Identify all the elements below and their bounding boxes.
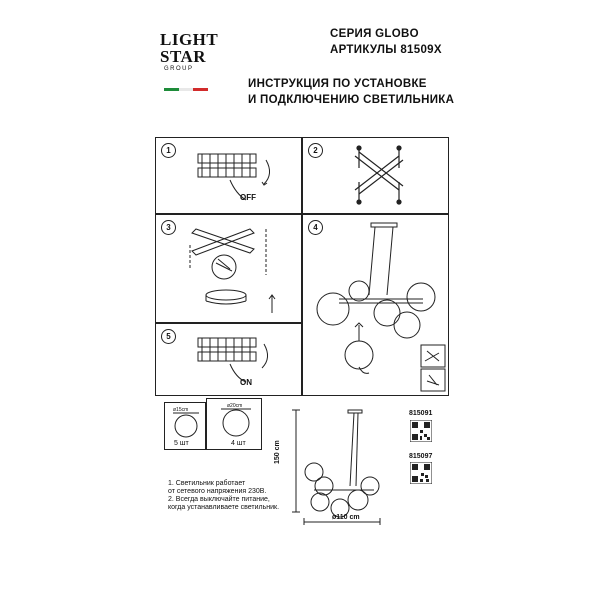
on-label: ON [240, 378, 252, 387]
note-line1: 1. Светильник работает [168, 480, 246, 487]
instruction-title-line1: ИНСТРУКЦИЯ ПО УСТАНОВКЕ [248, 78, 427, 90]
article-code-815097: 815097 [409, 453, 433, 460]
note-line2: от сетевого напряжения 230В. [168, 488, 267, 495]
step-number-1: 1 [161, 143, 176, 158]
articles-title: АРТИКУЛЫ 81509X [330, 44, 442, 56]
shade-box-small [164, 402, 206, 450]
step-number-3: 3 [161, 220, 176, 235]
series-title: СЕРИЯ GLOBO [330, 28, 419, 40]
qr-code-815091 [410, 420, 432, 442]
step-panel-1 [155, 137, 302, 214]
logo-line1: LIGHT [160, 30, 219, 49]
ceiling-install-illustration [156, 215, 303, 324]
note-line3: 2. Всегда выключайте питание, [168, 496, 270, 503]
step-panel-4 [302, 214, 449, 396]
shade-small-count: 5 шт [174, 440, 189, 447]
step-number-5: 5 [161, 329, 176, 344]
height-dimension-label: 150 cm [274, 440, 281, 464]
note-line4: когда устанавливаете светильник. [168, 504, 280, 511]
shade-small-diameter: ø15cm [173, 407, 189, 413]
lightstar-logo [160, 30, 219, 72]
terminal-block-on-illustration [156, 324, 303, 397]
shade-large-diameter: ø20cm [227, 403, 243, 409]
step-panel-5 [155, 323, 302, 396]
logo-line3: GROUP [164, 66, 194, 72]
step-number-4: 4 [308, 220, 323, 235]
qr-code-815097 [410, 462, 432, 484]
step-panel-3 [155, 214, 302, 323]
mounting-bracket-illustration [303, 138, 450, 215]
terminal-block-off-illustration [156, 138, 303, 215]
instruction-title-line2: И ПОДКЛЮЧЕНИЮ СВЕТИЛЬНИКА [248, 94, 455, 106]
off-label: OFF [240, 193, 256, 202]
logo-line2: STAR [160, 47, 207, 66]
article-code-815091: 815091 [409, 410, 433, 417]
logo-flag [164, 88, 208, 91]
step-number-2: 2 [308, 143, 323, 158]
shade-large-count: 4 шт [231, 440, 246, 447]
shade-box-large [206, 398, 262, 450]
step-panel-2 [302, 137, 449, 214]
chandelier-assembly-illustration [303, 215, 450, 397]
width-dimension-label: ø110 cm [332, 514, 360, 521]
chandelier-dimension-drawing [284, 404, 404, 526]
